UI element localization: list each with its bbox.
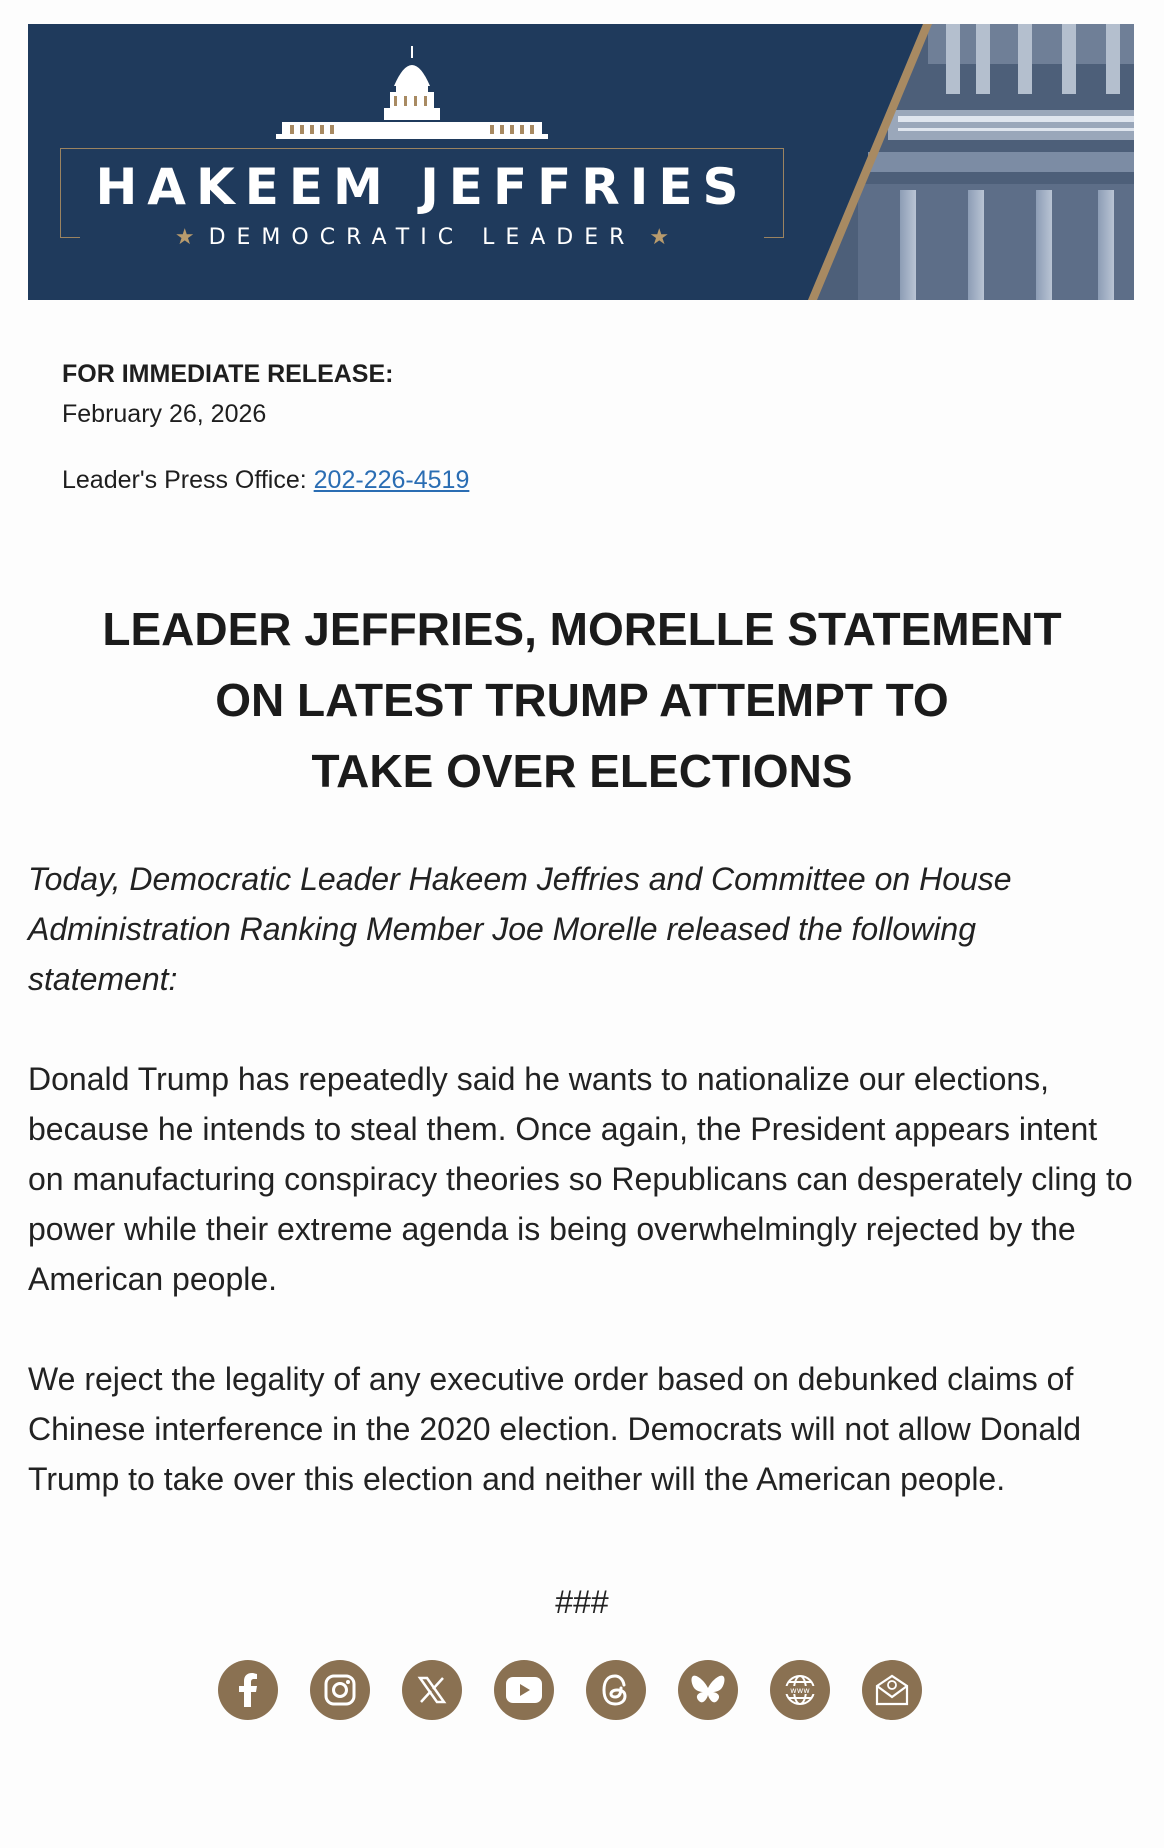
headline-line-1: LEADER JEFFRIES, MORELLE STATEMENT xyxy=(102,603,1062,655)
press-phone-link[interactable]: 202-226-4519 xyxy=(313,466,470,494)
star-icon: ★ xyxy=(649,225,670,250)
intro-paragraph: Today, Democratic Leader Hakeem Jeffries and Committee on House Administration Ranking Member Joe Morelle released the following statement: xyxy=(28,861,1012,997)
threads-icon[interactable] xyxy=(586,1660,646,1720)
release-date: February 26, 2026 xyxy=(62,400,267,428)
headline-line-2: ON LATEST TRUMP ATTEMPT TO xyxy=(215,674,949,726)
header-banner xyxy=(28,24,1134,300)
banner-title: HAKEEM JEFFRIES xyxy=(95,158,749,216)
website-icon[interactable] xyxy=(770,1660,830,1720)
release-label: FOR IMMEDIATE RELEASE: xyxy=(62,360,394,388)
email-icon[interactable] xyxy=(862,1660,922,1720)
bluesky-icon[interactable] xyxy=(678,1660,738,1720)
star-icon: ★ xyxy=(174,225,195,250)
facebook-icon[interactable] xyxy=(218,1660,278,1720)
headline-line-3: TAKE OVER ELECTIONS xyxy=(311,745,853,797)
statement-paragraph-2: We reject the legality of any executive order based on debunked claims of Chinese interference in the 2020 election. Democrats will not allow Donald Trump to take over this election and neither will the American people. xyxy=(28,1361,1082,1497)
press-office xyxy=(62,466,469,495)
press-office-label: Leader's Press Office: xyxy=(62,466,314,494)
youtube-icon[interactable] xyxy=(494,1660,554,1720)
x-icon[interactable] xyxy=(402,1660,462,1720)
instagram-icon[interactable] xyxy=(310,1660,370,1720)
end-mark: ### xyxy=(555,1584,609,1620)
statement-paragraph-1: Donald Trump has repeatedly said he wants to nationalize our elections, because he intends to steal them. Once again, the President appears intent on manufacturing conspiracy theories so Republicans can desperately cling to power while their extreme agenda is being overwhelmingly rejected by the American people. xyxy=(28,1061,1133,1297)
social-links xyxy=(218,1660,922,1720)
banner-subtitle-text: DEMOCRATIC LEADER xyxy=(208,225,636,250)
svg-text:www: www xyxy=(790,1686,810,1695)
headline xyxy=(40,594,1124,807)
banner-subtitle xyxy=(80,224,764,252)
